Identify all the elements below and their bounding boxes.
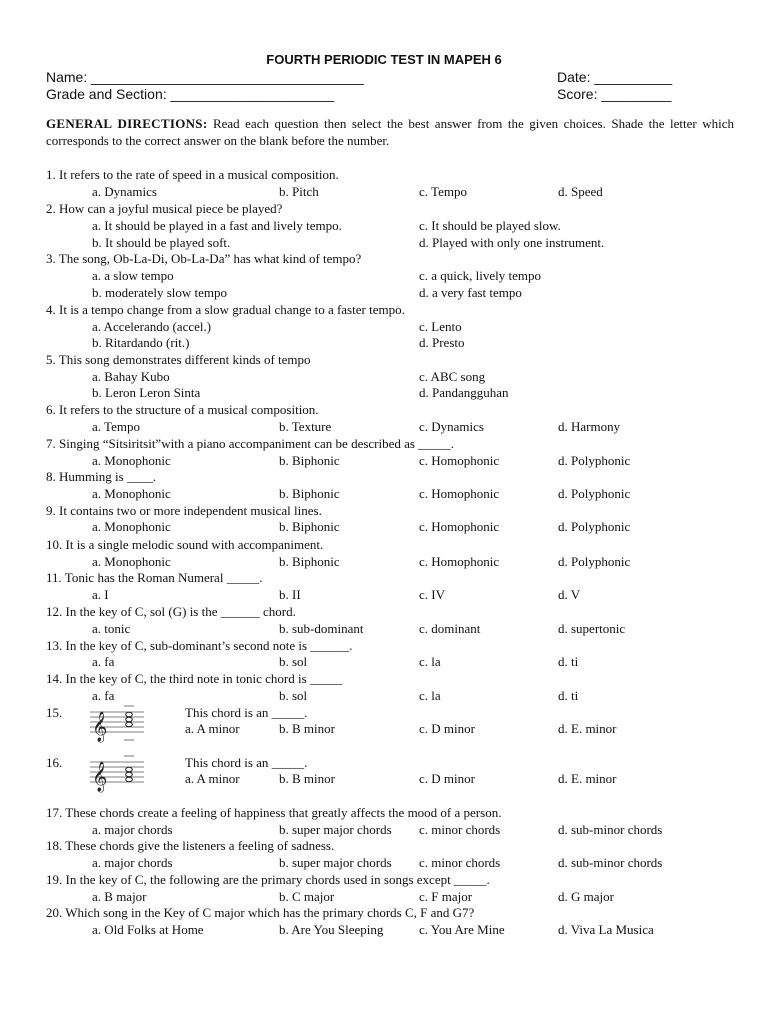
option: c. Homophonic (419, 519, 500, 534)
option: b. Biphonic (279, 453, 340, 468)
question-text: 9. It contains two or more independent musical lines. (46, 503, 322, 518)
option: c. Lento (419, 319, 462, 334)
question-text: 20. Which song in the Key of C major which has the primary chords C, F and G7? (46, 905, 475, 920)
option: d. Pandangguhan (419, 385, 509, 400)
date-field: Date: __________ (557, 69, 673, 85)
directions-label: GENERAL DIRECTIONS: (46, 116, 208, 131)
option: d. Viva La Musica (558, 922, 654, 937)
grade-section-field: Grade and Section: _____________________ (46, 86, 335, 102)
option: b. Biphonic (279, 554, 340, 569)
option: c. Tempo (419, 184, 467, 199)
option: b. B minor (279, 771, 335, 786)
option: d. a very fast tempo (419, 285, 522, 300)
option: b. It should be played soft. (92, 235, 231, 250)
option: d. Polyphonic (558, 453, 631, 468)
general-directions (46, 116, 734, 149)
option: c. Homophonic (419, 554, 500, 569)
option: b. II (279, 587, 301, 602)
question-text: 5. This song demonstrates different kinds of tempo (46, 352, 311, 367)
question-text: 12. In the key of C, sol (G) is the ______ chord. (46, 604, 296, 619)
option: d. Polyphonic (558, 519, 631, 534)
question-text: 17. These chords create a feeling of happiness that greatly affects the mood of a person. (46, 805, 502, 820)
option: c. la (419, 688, 441, 703)
option: a. Bahay Kubo (92, 369, 170, 384)
question-text: 14. In the key of C, the third note in tonic chord is _____ (46, 671, 343, 686)
option: a. major chords (92, 855, 173, 870)
question-number: 15. (46, 705, 63, 720)
option: d. E. minor (558, 771, 617, 786)
option: c. D minor (419, 721, 475, 736)
option: d. Harmony (558, 419, 621, 434)
question-text: 19. In the key of C, the following are the primary chords used in songs except _____. (46, 872, 490, 887)
option: a. Monophonic (92, 453, 171, 468)
option: c. It should be played slow. (419, 218, 561, 233)
treble-staff-chord-image-16 (88, 750, 144, 794)
option: d. ti (558, 688, 579, 703)
option: a. Accelerando (accel.) (92, 319, 212, 334)
question-number: 16. (46, 755, 63, 770)
svg-text:𝄞: 𝄞 (92, 712, 108, 742)
option: b. sol (279, 688, 308, 703)
option: b. Pitch (279, 184, 319, 199)
option: d. Presto (419, 335, 465, 350)
option: b. Texture (279, 419, 332, 434)
option: d. Speed (558, 184, 603, 199)
option: a. Dynamics (92, 184, 157, 199)
option: b. Ritardando (rit.) (92, 335, 190, 350)
option: a. a slow tempo (92, 268, 174, 283)
option: a. Monophonic (92, 554, 171, 569)
option: a. Monophonic (92, 519, 171, 534)
option: b. sol (279, 654, 308, 669)
option: b. Biphonic (279, 519, 340, 534)
option: c. D minor (419, 771, 475, 786)
option: d. Played with only one instrument. (419, 235, 605, 250)
question-text: 13. In the key of C, sub-dominant’s second note is ______. (46, 638, 353, 653)
option: b. Leron Leron Sinta (92, 385, 201, 400)
option: a. A minor (185, 771, 240, 786)
option: b. C major (279, 889, 335, 904)
question-text: 2. How can a joyful musical piece be played? (46, 201, 283, 216)
question-text: 3. The song, Ob-La-Di, Ob-La-Da” has what kind of tempo? (46, 251, 362, 266)
option: a. A minor (185, 721, 240, 736)
treble-staff-chord-image-15 (88, 700, 144, 744)
option: c. IV (419, 587, 445, 602)
option: a. I (92, 587, 109, 602)
option: d. ti (558, 654, 579, 669)
option: c. You Are Mine (419, 922, 505, 937)
option: b. super major chords (279, 822, 392, 837)
option: c. ABC song (419, 369, 486, 384)
option: a. fa (92, 654, 115, 669)
option: c. la (419, 654, 441, 669)
directions-text: Read each question then select the best answer from the given choices. Shade the letter which corresponds to the correct answer on the blank before the number. (46, 116, 734, 148)
question-text: 7. Singing “Sitsiritsit”with a piano accompaniment can be described as _____. (46, 436, 454, 451)
question-text: 10. It is a single melodic sound with accompaniment. (46, 537, 324, 552)
question-text: 1. It refers to the rate of speed in a musical composition. (46, 167, 339, 182)
option: d. sub-minor chords (558, 855, 663, 870)
svg-text:𝄞: 𝄞 (92, 762, 108, 792)
page-title: FOURTH PERIODIC TEST IN MAPEH 6 (266, 52, 502, 67)
option: c. minor chords (419, 855, 501, 870)
option: c. dominant (419, 621, 481, 636)
option: d. E. minor (558, 721, 617, 736)
option: b. sub-dominant (279, 621, 364, 636)
option: a. Tempo (92, 419, 140, 434)
question-text: This chord is an _____. (185, 705, 308, 720)
option: b. super major chords (279, 855, 392, 870)
option: c. Dynamics (419, 419, 484, 434)
option: c. a quick, lively tempo (419, 268, 542, 283)
option: c. Homophonic (419, 486, 500, 501)
option: c. F major (419, 889, 473, 904)
option: d. supertonic (558, 621, 626, 636)
name-field: Name: ___________________________________ (46, 69, 364, 85)
option: b. Biphonic (279, 486, 340, 501)
question-text: 18. These chords give the listeners a feeling of sadness. (46, 838, 335, 853)
option: d. sub-minor chords (558, 822, 663, 837)
score-field: Score: _________ (557, 86, 672, 102)
option: a. Monophonic (92, 486, 171, 501)
question-text: 8. Humming is ____. (46, 469, 157, 484)
option: d. Polyphonic (558, 486, 631, 501)
option: d. V (558, 587, 581, 602)
question-text: 6. It refers to the structure of a musical composition. (46, 402, 319, 417)
option: a. fa (92, 688, 115, 703)
option: a. tonic (92, 621, 131, 636)
question-text: 11. Tonic has the Roman Numeral _____. (46, 570, 263, 585)
option: a. Old Folks at Home (92, 922, 204, 937)
option: a. B major (92, 889, 147, 904)
question-text: This chord is an _____. (185, 755, 308, 770)
option: d. Polyphonic (558, 554, 631, 569)
option: c. minor chords (419, 822, 501, 837)
option: b. Are You Sleeping (279, 922, 384, 937)
option: b. moderately slow tempo (92, 285, 228, 300)
option: a. major chords (92, 822, 173, 837)
option: b. B minor (279, 721, 335, 736)
option: c. Homophonic (419, 453, 500, 468)
question-text: 4. It is a tempo change from a slow gradual change to a faster tempo. (46, 302, 405, 317)
option: a. It should be played in a fast and lively tempo. (92, 218, 342, 233)
option: d. G major (558, 889, 614, 904)
